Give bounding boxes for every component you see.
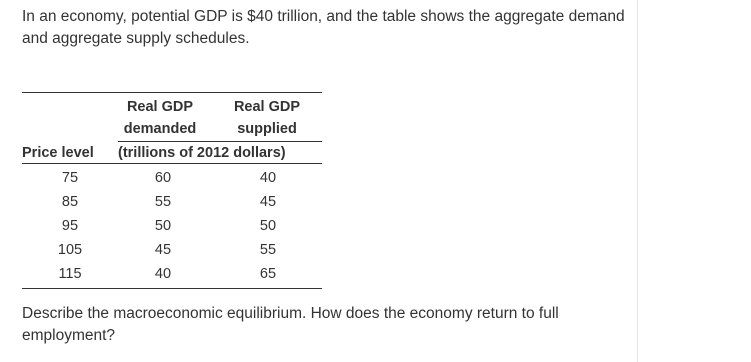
panel-border xyxy=(637,0,638,362)
ad-as-schedule-table xyxy=(22,92,322,289)
cell-price-level: 75 xyxy=(61,170,79,186)
cell-gdp-demanded: 40 xyxy=(154,266,172,282)
table-row xyxy=(22,214,322,238)
question-text: Describe the macroeconomic equilibrium. How does the economy return to full employment? xyxy=(22,305,559,344)
cell-price-level: 115 xyxy=(58,266,82,282)
intro-text: In an economy, potential GDP is $40 trillion, and the table shows the aggregate demand and aggregate supply schedules. xyxy=(22,8,625,47)
table-body xyxy=(22,164,322,286)
cell-gdp-demanded: 60 xyxy=(154,170,172,186)
table-row xyxy=(22,190,322,214)
header-gdp-supplied-line1: Real GDP xyxy=(233,99,301,115)
cell-gdp-supplied: 65 xyxy=(259,266,277,282)
header-gdp-supplied xyxy=(222,96,312,140)
cell-gdp-demanded: 45 xyxy=(154,242,172,258)
cell-price-level: 85 xyxy=(61,194,79,210)
table-header xyxy=(22,93,322,163)
table-row xyxy=(22,238,322,262)
table-row xyxy=(22,166,322,190)
header-price-level: Price level xyxy=(22,145,94,161)
cell-price-level: 95 xyxy=(61,218,79,234)
header-gdp-demanded-line1: Real GDP xyxy=(126,99,194,115)
cell-gdp-supplied: 45 xyxy=(259,194,277,210)
cell-gdp-demanded: 55 xyxy=(154,194,172,210)
cell-gdp-supplied: 40 xyxy=(259,170,277,186)
table-row xyxy=(22,262,322,286)
cell-gdp-supplied: 55 xyxy=(259,242,277,258)
header-gdp-supplied-line2: supplied xyxy=(237,121,297,137)
table-bottom-rule xyxy=(22,288,322,289)
cell-price-level: 105 xyxy=(57,242,83,258)
cell-gdp-demanded: 50 xyxy=(154,218,172,234)
header-units: (trillions of 2012 dollars) xyxy=(118,145,286,161)
cell-gdp-supplied: 50 xyxy=(259,218,277,234)
header-gdp-demanded-line2: demanded xyxy=(123,121,197,137)
header-gdp-demanded xyxy=(116,96,204,140)
